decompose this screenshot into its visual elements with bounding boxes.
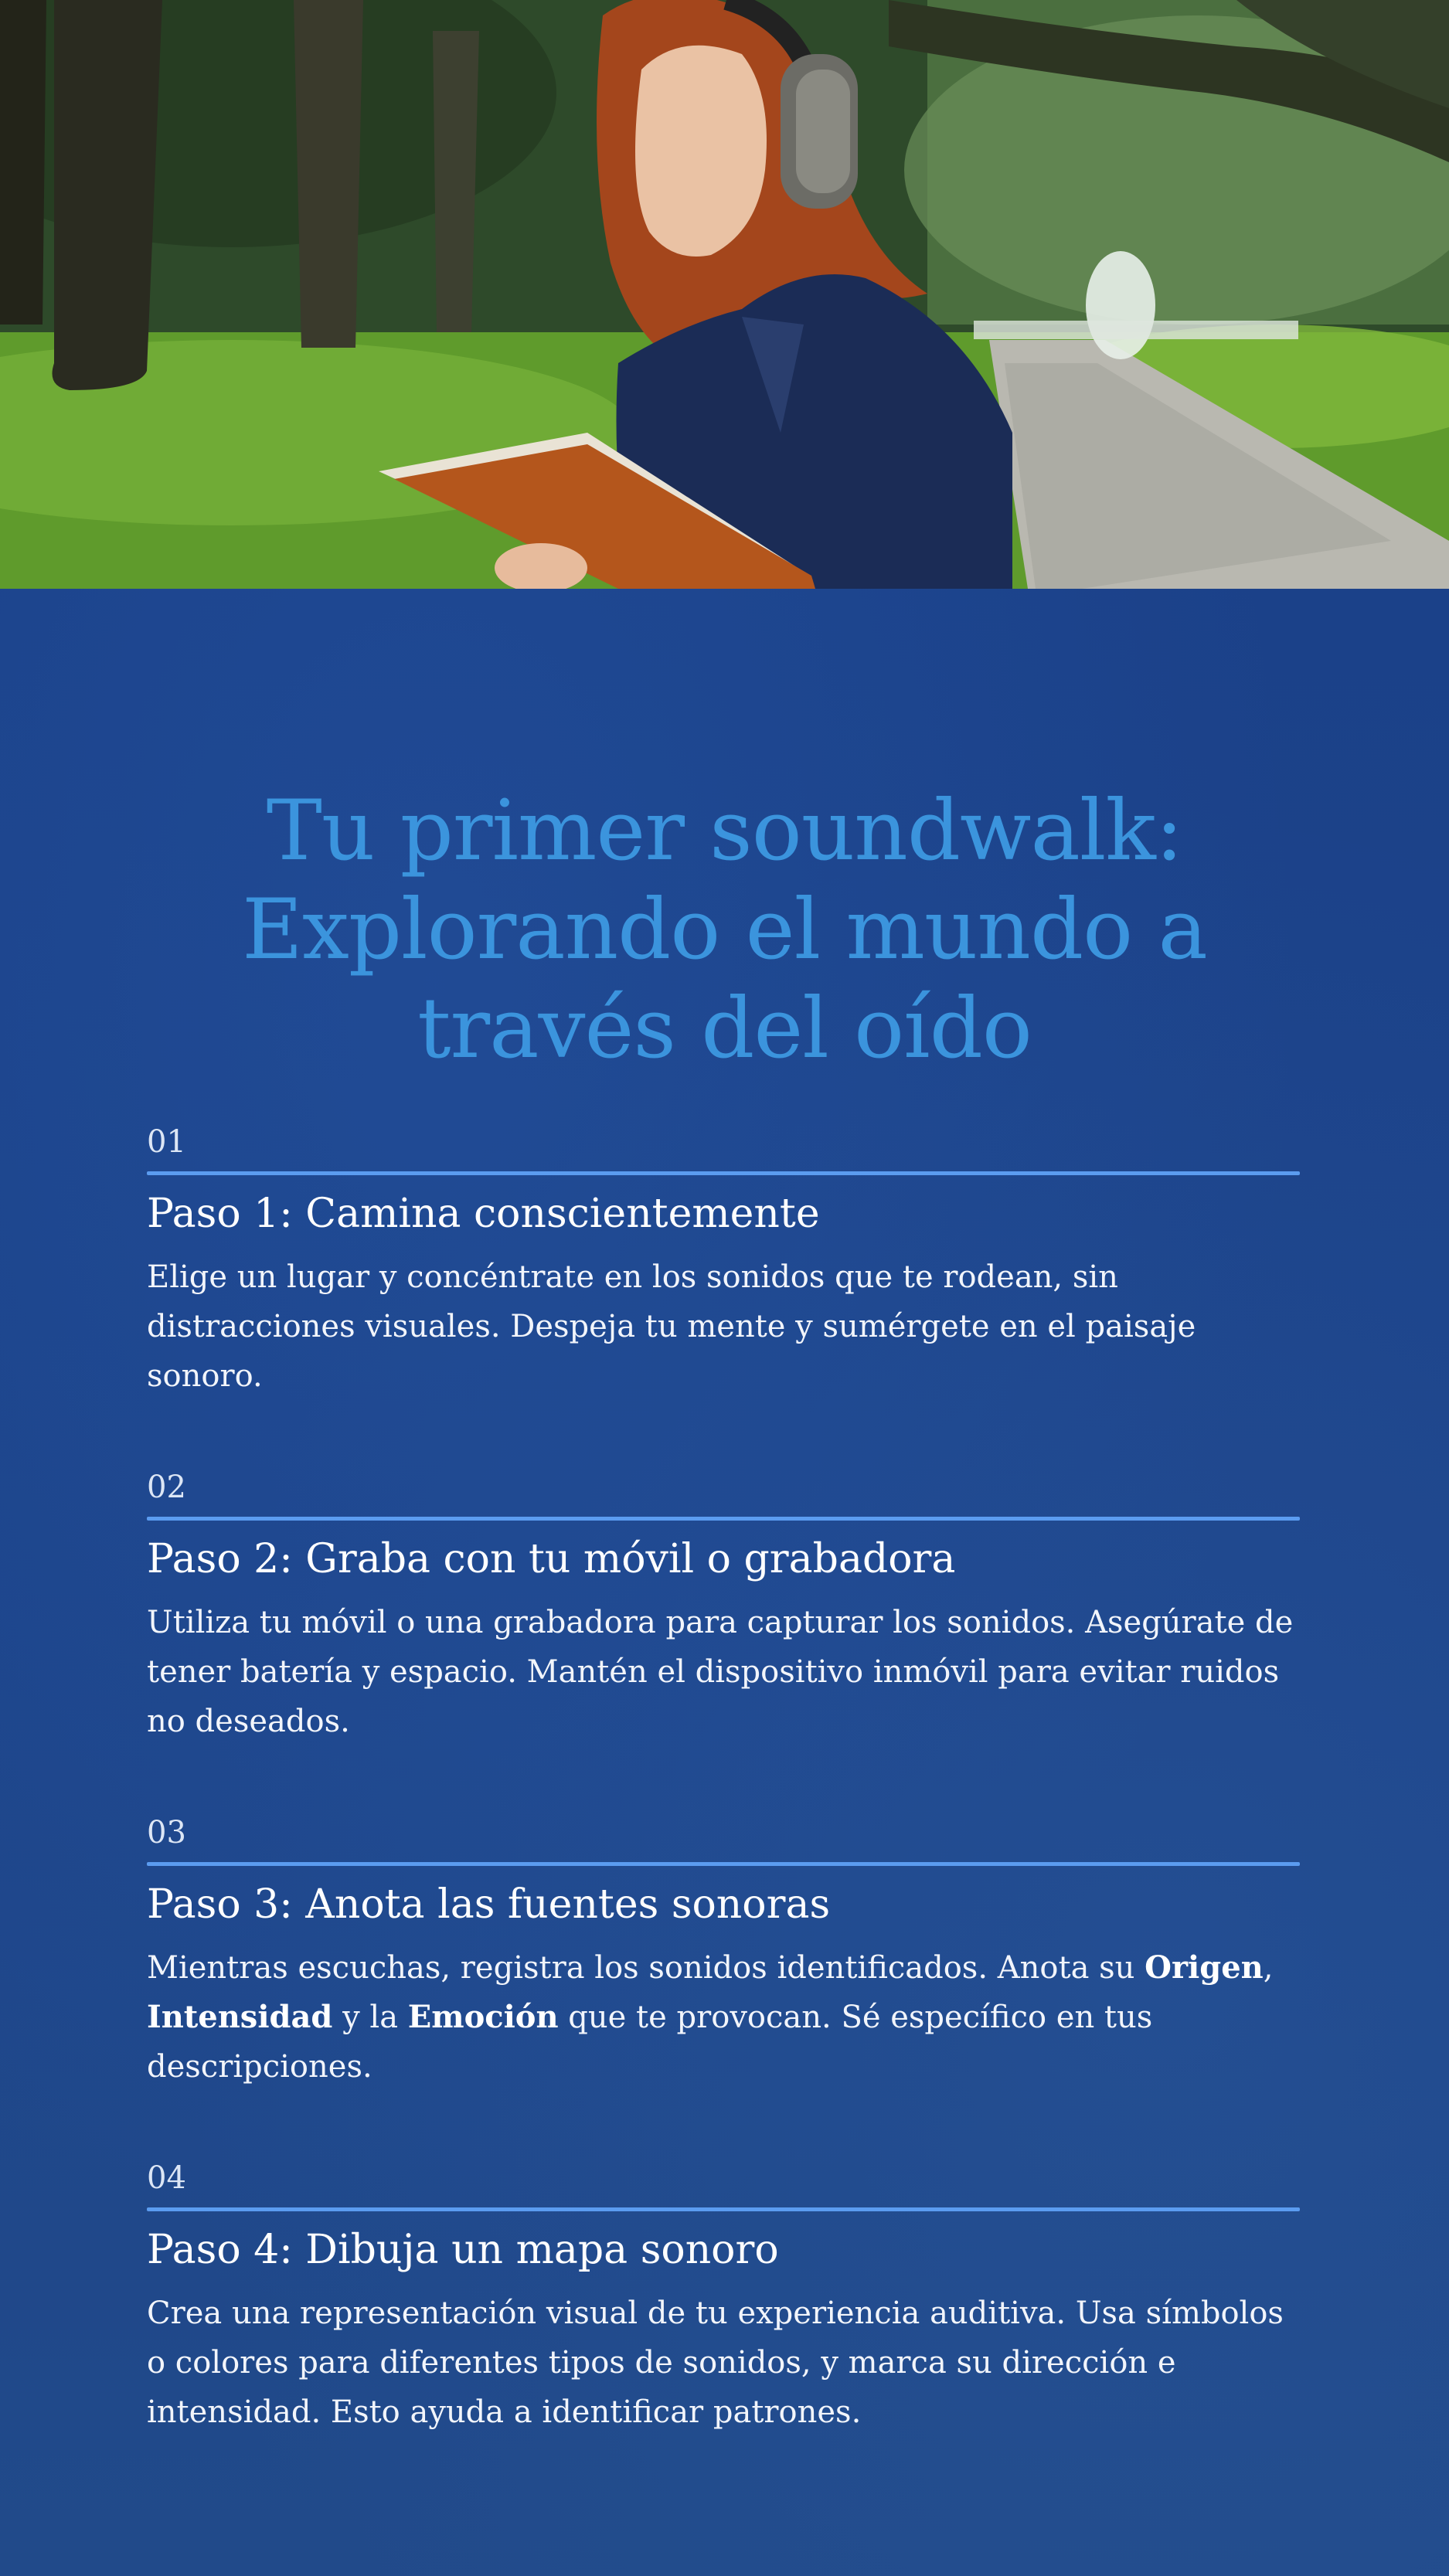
keyword-intensidad: Intensidad — [147, 1999, 333, 2035]
step-title: Paso 1: Camina conscientemente — [147, 1191, 820, 1237]
step-title: Paso 3: Anota las fuentes sonoras — [147, 1881, 831, 1928]
step-title: Paso 2: Graba con tu móvil o grabadora — [147, 1536, 956, 1582]
step-divider — [147, 1171, 1300, 1175]
step-divider — [147, 1517, 1300, 1521]
step-number: 03 — [147, 1815, 186, 1850]
keyword-origen: Origen — [1145, 1949, 1264, 1986]
step-item — [147, 1467, 1300, 1746]
step-item — [147, 1122, 1300, 1401]
park-photo-illustration — [0, 0, 1449, 589]
step-divider — [147, 1862, 1300, 1866]
step-divider — [147, 2207, 1300, 2211]
step-description — [147, 1943, 1300, 2092]
step-text: Mientras escuchas, registra los sonidos identificados. Anota su — [147, 1950, 1145, 1986]
step-item — [147, 1813, 1300, 2092]
hero-image — [0, 0, 1449, 589]
step-text: que te provocan. Sé específico en tus descripciones. — [147, 2000, 1153, 2085]
keyword-emocion: Emoción — [407, 1999, 559, 2035]
step-description: Elige un lugar y concéntrate en los sonidos que te rodean, sin distracciones visuales. Despeja tu mente y sumérgete en el paisaje sonoro. — [147, 1259, 1196, 1394]
steps-list — [147, 1122, 1300, 2503]
step-number: 04 — [147, 2160, 186, 2196]
page-title: Tu primer soundwalk: Explorando el mundo a través del oído — [242, 783, 1207, 1077]
step-text: , — [1263, 1950, 1274, 1986]
content-panel — [0, 589, 1449, 2576]
step-item — [147, 2158, 1300, 2437]
step-number: 02 — [147, 1470, 186, 1505]
step-title: Paso 4: Dibuja un mapa sonoro — [147, 2227, 779, 2273]
step-description: Utiliza tu móvil o una grabadora para capturar los sonidos. Asegúrate de tener batería y espacio. Mantén el dispositivo inmóvil para evitar ruidos no deseados. — [147, 1605, 1294, 1739]
step-description: Crea una representación visual de tu experiencia auditiva. Usa símbolos o colores para diferentes tipos de sonidos, y marca su dirección e intensidad. Esto ayuda a identificar patrones. — [147, 2296, 1284, 2430]
step-text: y la — [332, 2000, 408, 2035]
step-number: 01 — [147, 1124, 186, 1160]
